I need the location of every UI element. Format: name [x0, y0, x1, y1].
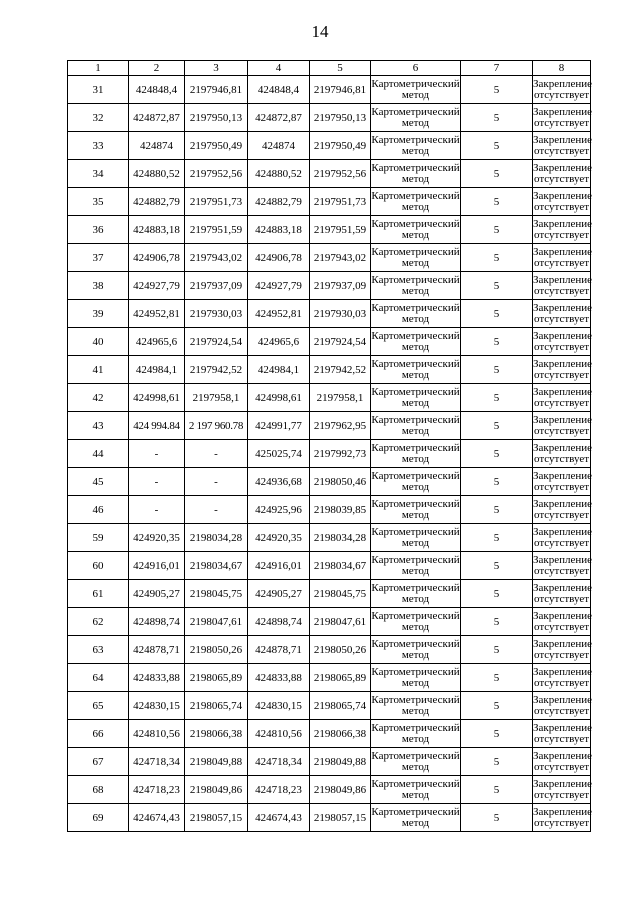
table-row — [68, 496, 591, 524]
cell-y-existing: 2198034,67 — [185, 552, 248, 580]
table-row — [68, 244, 591, 272]
cell-point-number: 63 — [68, 636, 129, 664]
table-row — [68, 748, 591, 776]
table-row — [68, 272, 591, 300]
cell-y-refined: 2198047,61 — [310, 608, 371, 636]
table-row — [68, 552, 591, 580]
cell-fixing-description: Закрепление отсутствует — [533, 272, 591, 300]
table-row — [68, 692, 591, 720]
cell-x-existing: 424718,34 — [129, 748, 185, 776]
cell-method: Картометрический метод — [371, 384, 461, 412]
cell-method: Картометрический метод — [371, 804, 461, 832]
cell-x-refined: 424927,79 — [248, 272, 310, 300]
cell-x-refined: 425025,74 — [248, 440, 310, 468]
cell-x-existing: 424833,88 — [129, 664, 185, 692]
cell-y-existing: 2197946,81 — [185, 76, 248, 104]
cell-accuracy: 5 — [461, 76, 533, 104]
cell-accuracy: 5 — [461, 440, 533, 468]
cell-y-existing: 2197950,49 — [185, 132, 248, 160]
cell-x-refined: 424905,27 — [248, 580, 310, 608]
cell-fixing-description: Закрепление отсутствует — [533, 440, 591, 468]
cell-point-number: 62 — [68, 608, 129, 636]
cell-x-refined: 424920,35 — [248, 524, 310, 552]
cell-y-existing: 2197937,09 — [185, 272, 248, 300]
cell-x-existing: 424848,4 — [129, 76, 185, 104]
cell-point-number: 45 — [68, 468, 129, 496]
cell-fixing-description: Закрепление отсутствует — [533, 188, 591, 216]
cell-accuracy: 5 — [461, 384, 533, 412]
cell-point-number: 33 — [68, 132, 129, 160]
cell-x-refined: 424810,56 — [248, 720, 310, 748]
cell-y-refined: 2198039,85 — [310, 496, 371, 524]
cell-method: Картометрический метод — [371, 440, 461, 468]
cell-y-refined: 2197950,13 — [310, 104, 371, 132]
cell-fixing-description: Закрепление отсутствует — [533, 328, 591, 356]
cell-y-existing: 2197952,56 — [185, 160, 248, 188]
cell-point-number: 66 — [68, 720, 129, 748]
cell-point-number: 41 — [68, 356, 129, 384]
cell-x-refined: 424718,34 — [248, 748, 310, 776]
cell-point-number: 39 — [68, 300, 129, 328]
column-header-8: 8 — [533, 61, 591, 76]
cell-x-existing: 424830,15 — [129, 692, 185, 720]
cell-fixing-description: Закрепление отсутствует — [533, 692, 591, 720]
cell-fixing-description: Закрепление отсутствует — [533, 636, 591, 664]
cell-method: Картометрический метод — [371, 720, 461, 748]
cell-x-refined: 424984,1 — [248, 356, 310, 384]
cell-point-number: 42 — [68, 384, 129, 412]
cell-y-refined: 2198065,89 — [310, 664, 371, 692]
cell-y-refined: 2197946,81 — [310, 76, 371, 104]
table-row — [68, 580, 591, 608]
cell-y-refined: 2198045,75 — [310, 580, 371, 608]
cell-point-number: 31 — [68, 76, 129, 104]
cell-accuracy: 5 — [461, 188, 533, 216]
cell-x-refined: 424848,4 — [248, 76, 310, 104]
cell-y-existing: 2198034,28 — [185, 524, 248, 552]
cell-y-refined: 2197958,1 — [310, 384, 371, 412]
cell-method: Картометрический метод — [371, 188, 461, 216]
column-header-3: 3 — [185, 61, 248, 76]
cell-y-refined: 2198050,46 — [310, 468, 371, 496]
cell-accuracy: 5 — [461, 580, 533, 608]
cell-x-refined: 424998,61 — [248, 384, 310, 412]
cell-accuracy: 5 — [461, 356, 533, 384]
cell-method: Картометрический метод — [371, 748, 461, 776]
cell-method: Картометрический метод — [371, 328, 461, 356]
table-row — [68, 440, 591, 468]
cell-point-number: 65 — [68, 692, 129, 720]
cell-x-existing: 424920,35 — [129, 524, 185, 552]
cell-x-refined: 424872,87 — [248, 104, 310, 132]
cell-accuracy: 5 — [461, 664, 533, 692]
cell-x-existing: 424916,01 — [129, 552, 185, 580]
cell-x-existing: 424984,1 — [129, 356, 185, 384]
cell-x-refined: 424965,6 — [248, 328, 310, 356]
cell-x-existing: 424 994.84 — [129, 412, 185, 440]
cell-point-number: 36 — [68, 216, 129, 244]
cell-y-existing: 2197958,1 — [185, 384, 248, 412]
coordinates-table — [67, 60, 591, 832]
cell-y-existing: 2198057,15 — [185, 804, 248, 832]
cell-x-refined: 424991,77 — [248, 412, 310, 440]
cell-x-refined: 424898,74 — [248, 608, 310, 636]
table-body — [68, 76, 591, 832]
cell-y-refined: 2197924,54 — [310, 328, 371, 356]
cell-method: Картометрический метод — [371, 356, 461, 384]
table-row — [68, 524, 591, 552]
table-row — [68, 76, 591, 104]
cell-fixing-description: Закрепление отсутствует — [533, 216, 591, 244]
cell-x-existing: - — [129, 440, 185, 468]
cell-accuracy: 5 — [461, 300, 533, 328]
cell-fixing-description: Закрепление отсутствует — [533, 244, 591, 272]
cell-y-refined: 2197992,73 — [310, 440, 371, 468]
cell-point-number: 67 — [68, 748, 129, 776]
cell-x-existing: 424880,52 — [129, 160, 185, 188]
cell-x-refined: 424882,79 — [248, 188, 310, 216]
cell-y-refined: 2198049,88 — [310, 748, 371, 776]
cell-fixing-description: Закрепление отсутствует — [533, 356, 591, 384]
cell-x-existing: 424927,79 — [129, 272, 185, 300]
cell-y-existing: 2197951,59 — [185, 216, 248, 244]
cell-y-refined: 2197952,56 — [310, 160, 371, 188]
cell-y-refined: 2198034,67 — [310, 552, 371, 580]
cell-x-refined: 424874 — [248, 132, 310, 160]
cell-fixing-description: Закрепление отсутствует — [533, 160, 591, 188]
cell-fixing-description: Закрепление отсутствует — [533, 748, 591, 776]
cell-y-refined: 2198065,74 — [310, 692, 371, 720]
cell-x-existing: - — [129, 496, 185, 524]
cell-method: Картометрический метод — [371, 692, 461, 720]
cell-fixing-description: Закрепление отсутствует — [533, 412, 591, 440]
cell-method: Картометрический метод — [371, 272, 461, 300]
cell-point-number: 59 — [68, 524, 129, 552]
cell-method: Картометрический метод — [371, 468, 461, 496]
cell-point-number: 68 — [68, 776, 129, 804]
cell-fixing-description: Закрепление отсутствует — [533, 300, 591, 328]
cell-point-number: 69 — [68, 804, 129, 832]
cell-y-existing: 2197950,13 — [185, 104, 248, 132]
cell-fixing-description: Закрепление отсутствует — [533, 804, 591, 832]
cell-x-existing: 424906,78 — [129, 244, 185, 272]
cell-y-existing: - — [185, 496, 248, 524]
table-row — [68, 720, 591, 748]
cell-y-refined: 2198049,86 — [310, 776, 371, 804]
cell-y-refined: 2198050,26 — [310, 636, 371, 664]
column-header-5: 5 — [310, 61, 371, 76]
cell-x-refined: 424833,88 — [248, 664, 310, 692]
cell-fixing-description: Закрепление отсутствует — [533, 468, 591, 496]
cell-y-refined: 2197943,02 — [310, 244, 371, 272]
cell-y-existing: 2198049,86 — [185, 776, 248, 804]
cell-fixing-description: Закрепление отсутствует — [533, 384, 591, 412]
cell-y-existing: 2197924,54 — [185, 328, 248, 356]
cell-accuracy: 5 — [461, 692, 533, 720]
table-row — [68, 636, 591, 664]
cell-y-existing: - — [185, 468, 248, 496]
cell-x-existing: 424874 — [129, 132, 185, 160]
cell-method: Картометрический метод — [371, 664, 461, 692]
cell-accuracy: 5 — [461, 328, 533, 356]
cell-point-number: 60 — [68, 552, 129, 580]
cell-accuracy: 5 — [461, 468, 533, 496]
cell-method: Картометрический метод — [371, 300, 461, 328]
cell-method: Картометрический метод — [371, 104, 461, 132]
cell-accuracy: 5 — [461, 748, 533, 776]
cell-accuracy: 5 — [461, 524, 533, 552]
cell-accuracy: 5 — [461, 496, 533, 524]
cell-x-existing: 424952,81 — [129, 300, 185, 328]
cell-y-refined: 2197951,59 — [310, 216, 371, 244]
table-row — [68, 412, 591, 440]
cell-x-existing: 424882,79 — [129, 188, 185, 216]
cell-fixing-description: Закрепление отсутствует — [533, 552, 591, 580]
table-row — [68, 104, 591, 132]
cell-x-refined: 424952,81 — [248, 300, 310, 328]
header-row — [68, 61, 591, 76]
cell-method: Картометрический метод — [371, 132, 461, 160]
cell-accuracy: 5 — [461, 552, 533, 580]
cell-x-refined: 424925,96 — [248, 496, 310, 524]
cell-accuracy: 5 — [461, 272, 533, 300]
cell-method: Картометрический метод — [371, 76, 461, 104]
table-row — [68, 608, 591, 636]
cell-method: Картометрический метод — [371, 244, 461, 272]
cell-fixing-description: Закрепление отсутствует — [533, 580, 591, 608]
cell-point-number: 46 — [68, 496, 129, 524]
table-row — [68, 468, 591, 496]
cell-accuracy: 5 — [461, 104, 533, 132]
table-row — [68, 328, 591, 356]
cell-accuracy: 5 — [461, 636, 533, 664]
cell-x-existing: 424965,6 — [129, 328, 185, 356]
cell-method: Картометрический метод — [371, 216, 461, 244]
cell-point-number: 38 — [68, 272, 129, 300]
cell-point-number: 61 — [68, 580, 129, 608]
cell-x-existing: 424718,23 — [129, 776, 185, 804]
cell-method: Картометрический метод — [371, 580, 461, 608]
cell-y-existing: 2197930,03 — [185, 300, 248, 328]
cell-y-refined: 2197942,52 — [310, 356, 371, 384]
cell-point-number: 43 — [68, 412, 129, 440]
cell-accuracy: 5 — [461, 608, 533, 636]
cell-fixing-description: Закрепление отсутствует — [533, 608, 591, 636]
cell-y-refined: 2197937,09 — [310, 272, 371, 300]
cell-method: Картометрический метод — [371, 160, 461, 188]
cell-y-existing: 2198050,26 — [185, 636, 248, 664]
cell-accuracy: 5 — [461, 804, 533, 832]
cell-x-existing: 424905,27 — [129, 580, 185, 608]
cell-x-refined: 424916,01 — [248, 552, 310, 580]
cell-y-refined: 2197962,95 — [310, 412, 371, 440]
cell-fixing-description: Закрепление отсутствует — [533, 524, 591, 552]
cell-x-existing: 424810,56 — [129, 720, 185, 748]
cell-fixing-description: Закрепление отсутствует — [533, 664, 591, 692]
cell-accuracy: 5 — [461, 132, 533, 160]
cell-point-number: 64 — [68, 664, 129, 692]
cell-y-existing: 2198065,74 — [185, 692, 248, 720]
cell-x-existing: - — [129, 468, 185, 496]
cell-x-existing: 424898,74 — [129, 608, 185, 636]
column-header-4: 4 — [248, 61, 310, 76]
cell-fixing-description: Закрепление отсутствует — [533, 104, 591, 132]
cell-fixing-description: Закрепление отсутствует — [533, 132, 591, 160]
cell-y-existing: 2198049,88 — [185, 748, 248, 776]
cell-y-refined: 2197930,03 — [310, 300, 371, 328]
cell-x-existing: 424674,43 — [129, 804, 185, 832]
cell-method: Картометрический метод — [371, 608, 461, 636]
cell-y-existing: 2197942,52 — [185, 356, 248, 384]
table-row — [68, 216, 591, 244]
table-row — [68, 300, 591, 328]
cell-y-existing: 2198066,38 — [185, 720, 248, 748]
cell-point-number: 37 — [68, 244, 129, 272]
cell-x-refined: 424830,15 — [248, 692, 310, 720]
cell-method: Картометрический метод — [371, 524, 461, 552]
cell-x-existing: 424878,71 — [129, 636, 185, 664]
cell-point-number: 35 — [68, 188, 129, 216]
cell-fixing-description: Закрепление отсутствует — [533, 496, 591, 524]
table-row — [68, 776, 591, 804]
cell-x-existing: 424872,87 — [129, 104, 185, 132]
cell-method: Картометрический метод — [371, 496, 461, 524]
cell-y-existing: 2197951,73 — [185, 188, 248, 216]
cell-accuracy: 5 — [461, 160, 533, 188]
table-row — [68, 356, 591, 384]
column-header-1: 1 — [68, 61, 129, 76]
cell-method: Картометрический метод — [371, 636, 461, 664]
table-row — [68, 804, 591, 832]
cell-y-existing: - — [185, 440, 248, 468]
cell-point-number: 44 — [68, 440, 129, 468]
cell-x-refined: 424906,78 — [248, 244, 310, 272]
table-row — [68, 132, 591, 160]
cell-x-refined: 424880,52 — [248, 160, 310, 188]
table-row — [68, 384, 591, 412]
cell-fixing-description: Закрепление отсутствует — [533, 720, 591, 748]
column-header-7: 7 — [461, 61, 533, 76]
cell-method: Картометрический метод — [371, 776, 461, 804]
cell-y-refined: 2198034,28 — [310, 524, 371, 552]
cell-x-refined: 424883,18 — [248, 216, 310, 244]
cell-method: Картометрический метод — [371, 412, 461, 440]
cell-point-number: 32 — [68, 104, 129, 132]
cell-accuracy: 5 — [461, 412, 533, 440]
cell-y-refined: 2198066,38 — [310, 720, 371, 748]
cell-accuracy: 5 — [461, 244, 533, 272]
cell-accuracy: 5 — [461, 776, 533, 804]
cell-fixing-description: Закрепление отсутствует — [533, 76, 591, 104]
cell-x-refined: 424718,23 — [248, 776, 310, 804]
cell-method: Картометрический метод — [371, 552, 461, 580]
cell-x-existing: 424998,61 — [129, 384, 185, 412]
cell-y-refined: 2197950,49 — [310, 132, 371, 160]
cell-y-existing: 2198045,75 — [185, 580, 248, 608]
cell-fixing-description: Закрепление отсутствует — [533, 776, 591, 804]
cell-y-existing: 2 197 960.78 — [185, 412, 248, 440]
cell-point-number: 40 — [68, 328, 129, 356]
page-number: 14 — [311, 22, 329, 41]
cell-x-existing: 424883,18 — [129, 216, 185, 244]
column-header-6: 6 — [371, 61, 461, 76]
table-row — [68, 160, 591, 188]
table-row — [68, 664, 591, 692]
cell-y-existing: 2198065,89 — [185, 664, 248, 692]
cell-y-existing: 2198047,61 — [185, 608, 248, 636]
cell-accuracy: 5 — [461, 720, 533, 748]
cell-point-number: 34 — [68, 160, 129, 188]
cell-y-refined: 2197951,73 — [310, 188, 371, 216]
cell-x-refined: 424674,43 — [248, 804, 310, 832]
column-header-2: 2 — [129, 61, 185, 76]
table-row — [68, 188, 591, 216]
cell-x-refined: 424936,68 — [248, 468, 310, 496]
cell-accuracy: 5 — [461, 216, 533, 244]
cell-x-refined: 424878,71 — [248, 636, 310, 664]
cell-y-existing: 2197943,02 — [185, 244, 248, 272]
cell-y-refined: 2198057,15 — [310, 804, 371, 832]
